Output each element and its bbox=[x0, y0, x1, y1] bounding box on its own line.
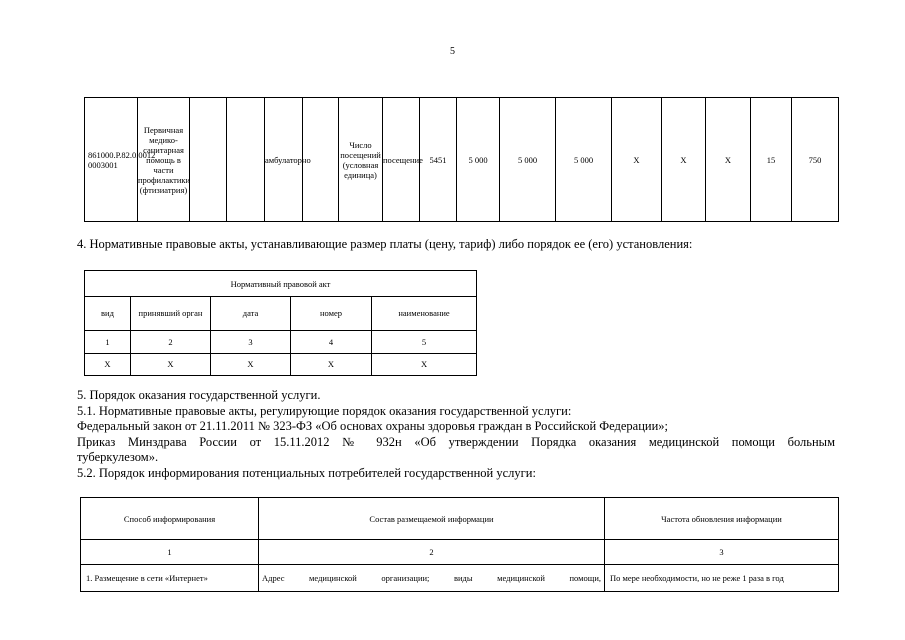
table-cell: Х bbox=[211, 353, 291, 375]
table-cell: 1. Размещение в сети «Интернет» bbox=[81, 565, 259, 592]
section-5-1-heading: 5.1. Нормативные правовые акты, регулирующие порядок оказания государственной услуги: bbox=[77, 403, 572, 418]
section-5-heading: 5. Порядок оказания государственной услуги. bbox=[77, 388, 321, 402]
value-cell: 5 000 bbox=[500, 98, 556, 222]
x-cell: Х bbox=[662, 98, 706, 222]
column-header: Способ информирования bbox=[81, 498, 259, 540]
section-5-2-heading: 5.2. Порядок информирования потенциальных потребителей государственной услуги: bbox=[77, 465, 536, 480]
service-name-cell: Первичная медико-санитарная помощь в части профилактики (фтизиатрия) bbox=[138, 98, 190, 222]
column-number: 4 bbox=[291, 330, 372, 353]
column-header: наименование bbox=[372, 297, 477, 330]
unit-cell: посещение bbox=[383, 98, 420, 222]
order-line-continued: туберкулезом». bbox=[77, 450, 159, 464]
table-row bbox=[81, 540, 839, 565]
column-number: 1 bbox=[81, 540, 259, 565]
value-cell: 5 000 bbox=[457, 98, 500, 222]
table-cell: Х bbox=[131, 353, 211, 375]
empty-cell bbox=[227, 98, 265, 222]
x-cell: Х bbox=[706, 98, 751, 222]
column-header: Частота обновления информации bbox=[605, 498, 839, 540]
empty-cell bbox=[190, 98, 227, 222]
page-number: 5 bbox=[450, 46, 455, 57]
table-cell: По мере необходимости, но не реже 1 раза в год bbox=[605, 565, 839, 592]
table-row bbox=[81, 565, 839, 592]
federal-law-line: Федеральный закон от 21.11.2011 № 323-ФЗ «Об основах охраны здоровья граждан в Российской Федерации»; bbox=[77, 419, 669, 433]
column-header: вид bbox=[85, 297, 131, 330]
table-row bbox=[85, 353, 477, 375]
form-cell: амбулаторно bbox=[265, 98, 303, 222]
indicator-name-cell: Число посещений (условная единица) bbox=[339, 98, 383, 222]
table-cell: Х bbox=[372, 353, 477, 375]
table-cell: Х bbox=[291, 353, 372, 375]
column-header: дата bbox=[211, 297, 291, 330]
order-line: Приказ Минздрава России от 15.11.2012 № 932н «Об утверждении Порядка оказания медицинской помощи больным bbox=[77, 434, 835, 449]
column-header: номер bbox=[291, 297, 372, 330]
table-cell: Х bbox=[85, 353, 131, 375]
table-cell: Адрес медицинской организации; виды медицинской помощи, bbox=[259, 565, 605, 592]
column-number: 2 bbox=[131, 330, 211, 353]
column-number: 3 bbox=[605, 540, 839, 565]
table-row bbox=[85, 271, 477, 297]
deviation-cell: 15 bbox=[751, 98, 792, 222]
informing-table bbox=[80, 497, 839, 592]
column-number: 3 bbox=[211, 330, 291, 353]
column-number: 2 bbox=[259, 540, 605, 565]
section-5-text bbox=[77, 388, 835, 481]
registry-code-cell: 861000.Р.82.0.0012 0003001 bbox=[85, 98, 138, 222]
column-number: 1 bbox=[85, 330, 131, 353]
column-number: 5 bbox=[372, 330, 477, 353]
table-row bbox=[85, 330, 477, 353]
table-row bbox=[81, 498, 839, 540]
table-row bbox=[85, 98, 839, 222]
column-header: принявший орган bbox=[131, 297, 211, 330]
legal-acts-table bbox=[84, 270, 477, 376]
service-indicators-table bbox=[84, 97, 839, 222]
section-4-heading: 4. Нормативные правовые акты, устанавливающие размер платы (цену, тариф) либо порядок ее (его) установления: bbox=[77, 237, 693, 251]
legal-acts-header: Нормативный правовой акт bbox=[85, 271, 477, 297]
x-cell: Х bbox=[612, 98, 662, 222]
table-row bbox=[85, 297, 477, 330]
price-cell: 750 bbox=[792, 98, 839, 222]
column-header: Состав размещаемой информации bbox=[259, 498, 605, 540]
okei-code-cell: 5451 bbox=[420, 98, 457, 222]
value-cell: 5 000 bbox=[556, 98, 612, 222]
